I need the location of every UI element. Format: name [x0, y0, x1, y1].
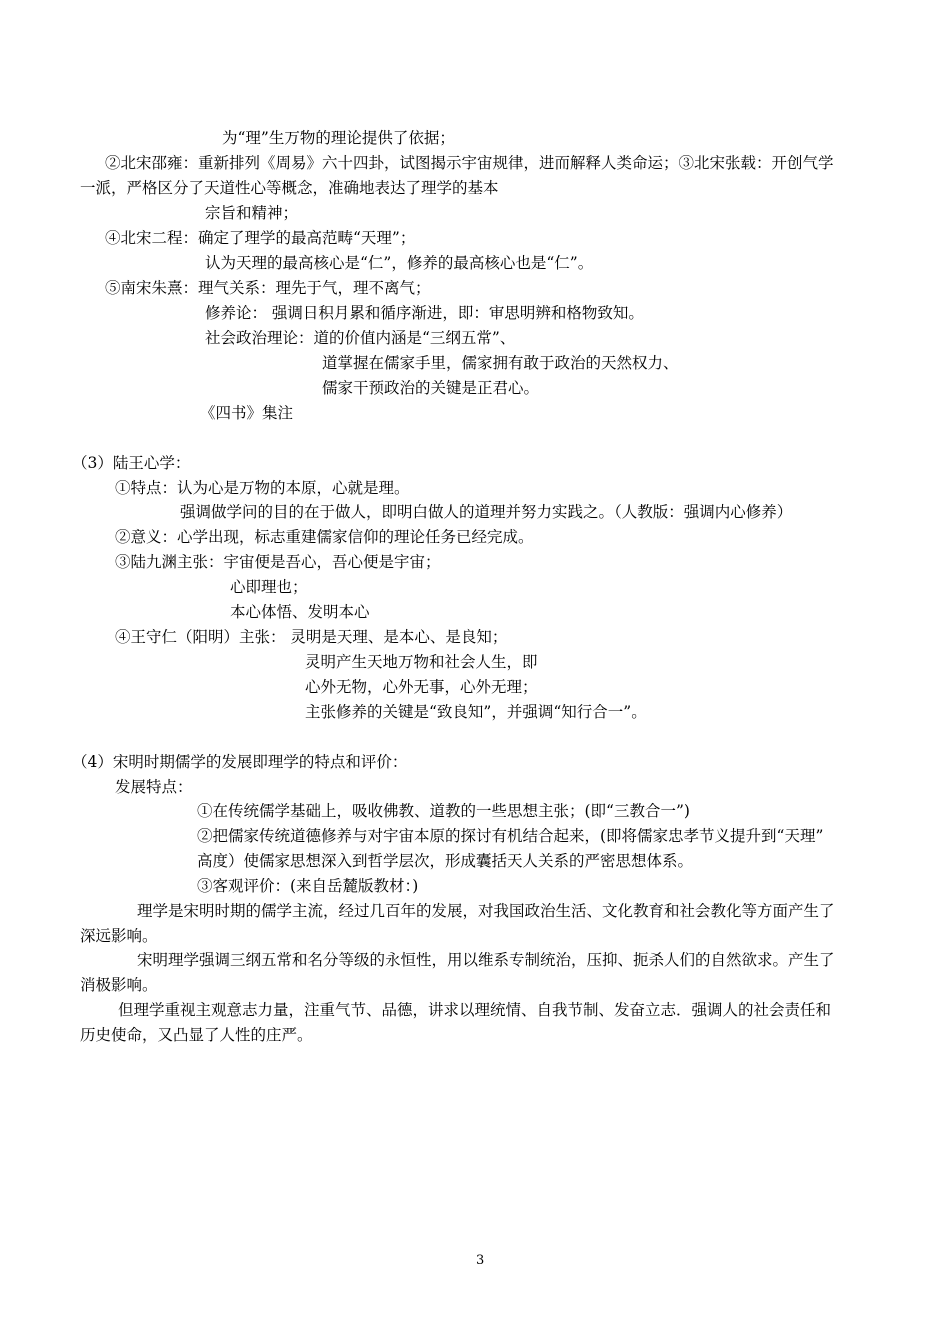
text-line: 高度）使儒家思想深入到哲学层次，形成囊括天人关系的严密思想体系。: [197, 852, 694, 870]
text-line: 历史使命，又凸显了人性的庄严。: [80, 1026, 313, 1044]
text-line: ③陆九渊主张：宇宙便是吾心，吾心便是宇宙；: [115, 553, 441, 571]
text-line: 深远影响。: [80, 927, 158, 945]
text-line: 主张修养的关键是“致良知”，并强调“知行合一”。: [305, 703, 647, 721]
text-line: ②把儒家传统道德修养与对宇宙本原的探讨有机结合起来，(即将儒家忠孝节义提升到“天理”: [197, 827, 824, 845]
text-line: 儒家干预政治的关键是正君心。: [322, 379, 540, 397]
text-line: ①在传统儒学基础上，吸收佛教、道教的一些思想主张；(即“三教合一”): [197, 802, 690, 820]
text-line: 灵明产生天地万物和社会人生，即: [305, 653, 538, 671]
page-number: 3: [476, 1253, 485, 1268]
text-line: 宗旨和精神；: [205, 204, 299, 222]
text-line: ②北宋邵雍：重新排列《周易》六十四卦，试图揭示宇宙规律，进而解释人类命运；③北宋张载：开创气学: [105, 154, 834, 172]
text-line: 社会政治理论：道的价值内涵是“三纲五常”、: [205, 329, 516, 347]
text-line: ④北宋二程：确定了理学的最高范畴“天理”；: [105, 229, 416, 247]
text-line: ④王守仁（阳明）主张： 灵明是天理、是本心、是良知；: [115, 628, 508, 646]
text-line: 消极影响。: [80, 976, 158, 994]
text-line: 道掌握在儒家手里，儒家拥有敢于政治的天然权力、: [322, 354, 679, 372]
section-heading: （3）陆王心学：: [72, 454, 191, 472]
text-line: 《四书》集注: [200, 404, 294, 422]
text-line: 心即理也；: [230, 578, 308, 596]
text-line: ⑤南宋朱熹：理气关系：理先于气，理不离气；: [105, 279, 431, 297]
text-line: 认为天理的最高核心是“仁”，修养的最高核心也是“仁”。: [205, 254, 594, 272]
text-line: ②意义：心学出现，标志重建儒家信仰的理论任务已经完成。: [115, 528, 534, 546]
text-line: 本心体悟、发明本心: [230, 603, 370, 621]
text-line: 一派，严格区分了天道性心等概念，准确地表达了理学的基本: [80, 179, 499, 197]
text-line: 为“理”生万物的理论提供了依据；: [222, 129, 455, 147]
text-line: 宋明理学强调三纲五常和名分等级的永恒性，用以维系专制统治，压抑、扼杀人们的自然欲求。产生了: [137, 951, 835, 969]
text-line: 发展特点：: [115, 778, 193, 796]
text-line: ③客观评价：(来自岳麓版教材：): [197, 877, 419, 895]
text-line: 理学是宋明时期的儒学主流，经过几百年的发展，对我国政治生活、文化教育和社会教化等方面产生了: [137, 902, 835, 920]
text-line: 心外无物，心外无事，心外无理；: [305, 678, 538, 696]
text-line: 强调做学问的目的在于做人，即明白做人的道理并努力实践之。（人教版：强调内心修养）: [180, 503, 793, 521]
section-heading: （4）宋明时期儒学的发展即理学的特点和评价：: [72, 753, 408, 771]
text-line: 但理学重视主观意志力量，注重气节、品德，讲求以理统情、自我节制、发奋立志．强调人的社会责任和: [118, 1001, 832, 1019]
text-line: ①特点：认为心是万物的本原，心就是理。: [115, 479, 410, 497]
text-line: 修养论： 强调日积月累和循序渐进，即：审思明辨和格物致知。: [205, 304, 644, 322]
